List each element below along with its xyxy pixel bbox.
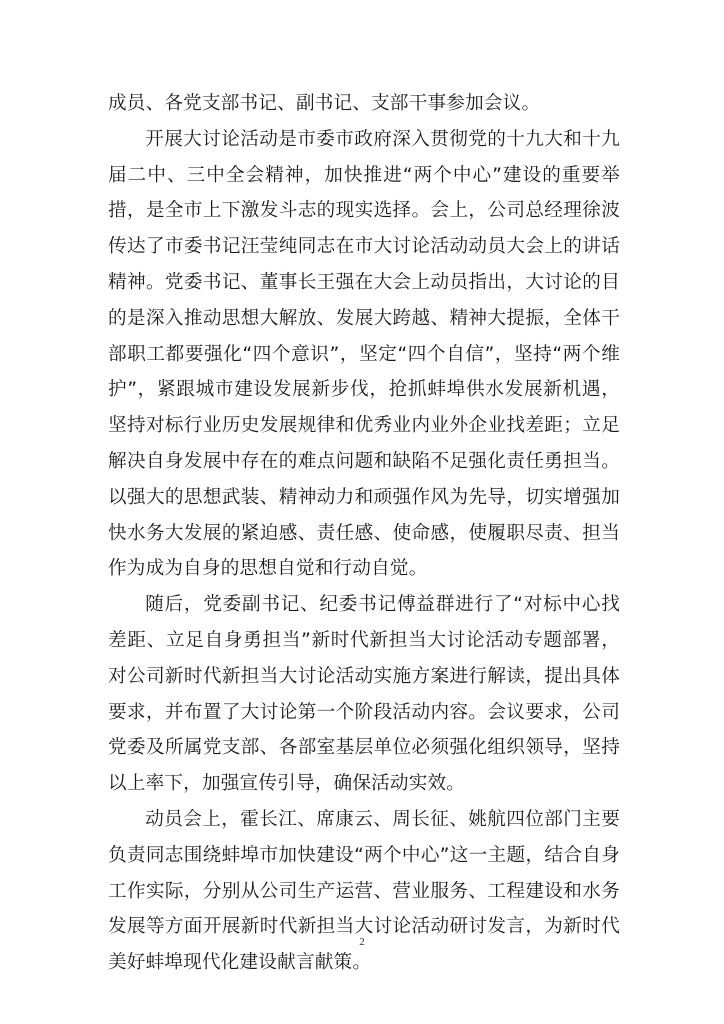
page-number: 2	[359, 936, 365, 948]
paragraph-campaign-meeting: 开展大讨论活动是市委市政府深入贯彻党的十九大和十九届二中、三中全会精神，加快推进“两个中心”建设的重要举措，是全市上下激发斗志的现实选择。会上，公司总经理徐波传达了市委书记汪莹纯同志在市大讨论活动动员大会上的讲话精神。党委书记、董事长王强在大会上动员指出，大讨论的目的是深入推动思想大解放、发展大跨越、精神大提振，全体干部职工都要强化“四个意识”，坚定“四个自信”，坚持“两个维护”，紧跟城市建设发展新步伐，抢抓蚌埠供水发展新机遇，坚持对标行业历史发展规律和优秀业内业外企业找差距；立足解决自身发展中存在的难点问题和缺陷不足强化责任勇担当。以强大的思想武装、精神动力和顽强作风为先导，切实增强加快水务大发展的紧迫感、责任感、使命感，使履职尽责、担当作为成为自身的思想自觉和行动自觉。	[108, 128, 620, 580]
document-body	[108, 86, 620, 981]
paragraph-discussion-speeches: 动员会上，霍长江、席康云、周长征、姚航四位部门主要负责同志围绕蚌埠市加快建设“两个中心”这一主题，结合自身工作实际，分别从公司生产运营、营业服务、工程建设和水务发展等方面开展新时代新担当大讨论活动研讨发言，为新时代美好蚌埠现代化建设献言献策。	[108, 808, 620, 974]
paragraph-continuation: 成员、各党支部书记、副书记、支部干事参加会议。	[108, 93, 541, 114]
paragraph-deployment: 随后，党委副书记、纪委书记傅益群进行了“对标中心找差距、立足自身勇担当”新时代新担当大讨论活动专题部署，对公司新时代新担当大讨论活动实施方案进行解读，提出具体要求，并布置了大讨论第一个阶段活动内容。会议要求，公司党委及所属党支部、各部室基层单位必须强化组织领导，坚持以上率下，加强宣传引导，确保活动实效。	[108, 594, 620, 795]
